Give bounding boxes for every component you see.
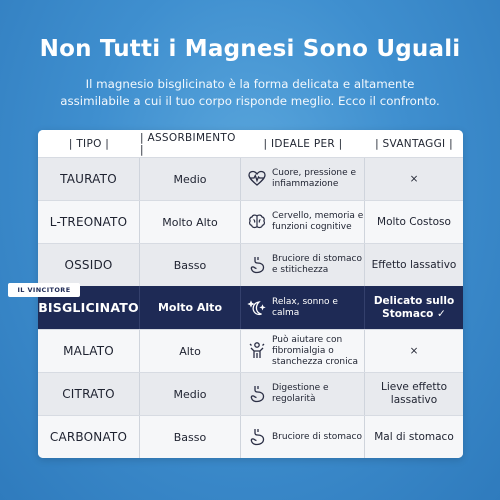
table-row xyxy=(38,329,463,372)
assorbimento-cell: Molto Alto xyxy=(140,201,241,243)
stomach-icon xyxy=(247,255,267,275)
ideale-cell xyxy=(241,158,365,200)
svantaggi-cell: Effetto lassativo xyxy=(371,258,457,271)
subtitle-line-2: assimilabile a cui il tuo corpo risponde meglio. Ecco il confronto. xyxy=(60,94,440,108)
tipo-cell: TAURATO xyxy=(38,158,140,200)
subtitle-line-1: Il magnesio bisglicinato è la forma delicata e altamente xyxy=(85,77,415,91)
svantaggi-cell: × xyxy=(409,172,419,185)
assorbimento-cell: Medio xyxy=(140,158,241,200)
ideale-text: Relax, sonno e calma xyxy=(272,296,338,318)
person-fatigue-icon xyxy=(247,341,267,361)
assorbimento-cell: Basso xyxy=(140,416,241,458)
table-row xyxy=(38,415,463,458)
table-row xyxy=(38,243,463,286)
page-subtitle xyxy=(20,76,480,110)
ideale-text: Può aiutare con fibromialgia o stanchezza cronica xyxy=(272,334,359,367)
table-row xyxy=(38,157,463,200)
brain-icon xyxy=(247,212,267,232)
ideale-cell xyxy=(241,373,365,415)
assorbimento-cell: Alto xyxy=(140,330,241,372)
assorbimento-cell: Molto Alto xyxy=(140,286,241,329)
table-row xyxy=(38,200,463,243)
svantaggi-cell: Lieve effetto lassativo xyxy=(380,381,448,406)
tipo-cell: BISGLICINATO xyxy=(38,286,140,329)
page-title: Non Tutti i Magnesi Sono Uguali xyxy=(39,36,461,62)
header-tipo: | TIPO | xyxy=(68,137,110,150)
ideale-text: Cervello, memoria e funzioni cognitive xyxy=(272,211,364,232)
assorbimento-cell: Medio xyxy=(140,373,241,415)
header-ideale-per: | IDEALE PER | xyxy=(263,137,343,150)
stomach-icon xyxy=(247,427,267,447)
ideale-text: Bruciore di stomaco e stitichezza xyxy=(272,254,362,275)
svantaggi-cell: Delicato sullo Stomaco ✓ xyxy=(373,294,455,320)
table-row xyxy=(38,372,463,415)
ideale-cell xyxy=(241,201,365,243)
ideale-text: Digestione e regolarità xyxy=(272,383,329,404)
tipo-cell: MALATO xyxy=(38,330,140,372)
header-assorbimento: | ASSORBIMENTO | xyxy=(140,131,236,156)
stomach-icon xyxy=(247,384,267,404)
svantaggi-cell: × xyxy=(409,344,419,357)
comparison-table xyxy=(38,130,463,458)
ideale-cell xyxy=(241,330,365,372)
svantaggi-cell: Mal di stomaco xyxy=(374,430,454,443)
assorbimento-cell: Basso xyxy=(140,244,241,286)
tipo-cell: L-TREONATO xyxy=(38,201,140,243)
winner-badge: IL VINCITORE xyxy=(8,283,80,297)
winner-row xyxy=(38,286,463,329)
table-header xyxy=(38,130,463,157)
ideale-cell xyxy=(241,416,365,458)
tipo-cell: OSSIDO xyxy=(38,244,140,286)
tipo-cell: CITRATO xyxy=(38,373,140,415)
ideale-text: Bruciore di stomaco xyxy=(272,431,362,442)
heart-pulse-icon xyxy=(247,169,267,189)
ideale-cell xyxy=(241,244,365,286)
tipo-cell: CARBONATO xyxy=(38,416,140,458)
svantaggi-cell: Molto Costoso xyxy=(377,215,451,228)
ideale-text: Cuore, pressione e infiammazione xyxy=(272,168,357,189)
header-svantaggi: | SVANTAGGI | xyxy=(375,137,453,150)
ideale-cell xyxy=(241,286,365,329)
moon-stars-icon xyxy=(247,298,267,318)
